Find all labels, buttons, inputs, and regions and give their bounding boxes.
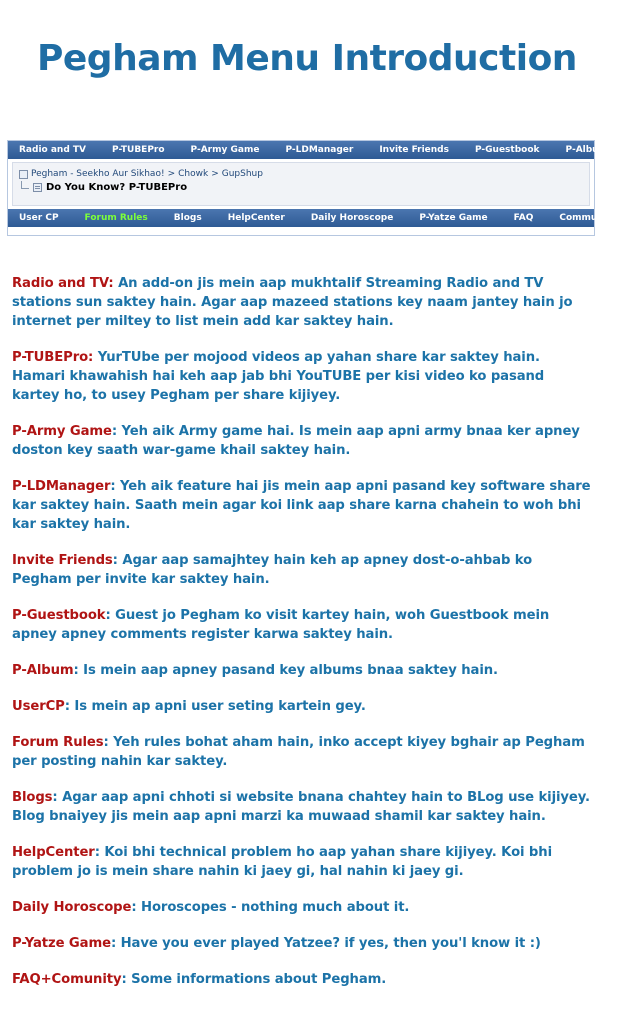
entry-term: Invite Friends	[12, 553, 113, 568]
breadcrumb-home[interactable]: Pegham - Seekho Aur Sikhao!	[31, 169, 165, 179]
forum-screenshot	[7, 140, 626, 236]
entry-text: : Yeh rules bohat aham hain, inko accept kiyey bghair ap Pegham per posting nahin kar saktey.	[12, 735, 585, 769]
nav-p-tubepro[interactable]: P-TUBEPro	[112, 145, 165, 155]
entry-text: : Agar aap apni chhoti si website bnana chahtey hain to BLog use kijiyey. Blog bnaiyey jis mein aap apni marzi ka muwaad shamil kar saktey hain.	[12, 790, 590, 824]
page-title: Pegham Menu Introduction	[37, 38, 577, 79]
entry-text: : Yeh aik feature hai jis mein aap apni pasand key software share kar saktey hain. Saath mein agar koi link aap share karna chahein to woh bhi kar saktey hain.	[12, 479, 591, 532]
breadcrumb-separator: >	[167, 169, 176, 179]
entry-helpcenter	[12, 843, 592, 881]
nav-helpcenter[interactable]: HelpCenter	[227, 213, 285, 223]
entry-term: UserCP	[12, 699, 65, 714]
entry-text: : Is mein aap apney pasand key albums bnaa saktey hain.	[73, 663, 498, 678]
entry-text: : Koi bhi technical problem ho aap yahan share kijiyey. Koi bhi problem jo is mein share nahin ki jaey gi, hal nahin ki jaey gi.	[12, 845, 552, 879]
entry-term: Forum Rules	[12, 735, 104, 750]
entry-text: : Some informations about Pegham.	[121, 972, 387, 987]
entry-text: : Yeh aik Army game hai. Is mein aap apni army bnaa ker apney doston key saath war-game khail saktey hain.	[12, 424, 580, 458]
entry-text: : Horoscopes - nothing much about it.	[131, 900, 410, 915]
entry-term: Radio and TV:	[12, 276, 114, 291]
breadcrumb-separator: >	[211, 169, 219, 179]
nav-p-yatze-game[interactable]: P-Yatze Game	[419, 213, 488, 223]
entry-forum-rules	[12, 733, 592, 771]
nav-blogs[interactable]: Blogs	[173, 213, 202, 223]
entry-p-album	[12, 661, 592, 680]
entry-p-ldmanager	[12, 477, 592, 534]
breadcrumb-gupshup[interactable]: GupShup	[221, 169, 263, 179]
nav-forum-rules[interactable]: Forum Rules	[84, 213, 148, 223]
nav-community[interactable]	[546, 213, 638, 223]
nav-radio-tv[interactable]: Radio and TV	[19, 145, 87, 155]
bottom-navbar	[8, 209, 626, 227]
nav-invite-friends[interactable]: Invite Friends	[379, 145, 449, 155]
nav-p-ldmanager[interactable]: P-LDManager	[285, 145, 354, 155]
entry-radio-tv	[12, 274, 592, 331]
nav-user-cp[interactable]: User CP	[19, 213, 59, 223]
entry-term: P-TUBEPro:	[12, 350, 94, 365]
top-navbar	[8, 141, 608, 159]
entry-term: P-LDManager	[12, 479, 111, 494]
entry-term: P-Guestbook	[12, 608, 106, 623]
document-icon	[33, 183, 42, 192]
entry-term: P-Yatze Game	[12, 936, 111, 951]
entry-p-tubepro	[12, 348, 592, 405]
nav-p-guestbook[interactable]: P-Guestbook	[474, 145, 540, 155]
entry-blogs	[12, 788, 592, 826]
tree-branch-icon	[21, 181, 29, 189]
entry-text: : Have you ever played Yatzee? if yes, then you'l know it :)	[110, 936, 541, 951]
breadcrumb	[12, 162, 590, 206]
entry-invite-friends	[12, 551, 592, 589]
nav-faq[interactable]: FAQ	[513, 213, 534, 223]
breadcrumb-chowk[interactable]: Chowk	[178, 169, 209, 179]
nav-p-album[interactable]: P-Album	[565, 145, 608, 155]
entry-text: YurTUbe per mojood videos ap yahan share kar saktey hain. Hamari khawahish hai keh aap jab bhi YouTUBE per kisi video ko pasand kartey ho, to usey Pegham per share kijiyey.	[12, 350, 545, 403]
nav-p-army-game[interactable]: P-Army Game	[190, 145, 260, 155]
entry-term: Daily Horoscope	[12, 900, 132, 915]
entry-daily-horoscope	[12, 898, 592, 917]
entry-term: HelpCenter	[12, 845, 95, 860]
entry-text: : Agar aap samajhtey hain keh ap apney dost-o-ahbab ko Pegham per invite kar saktey hain.	[12, 553, 533, 587]
entry-term: FAQ+Comunity	[12, 972, 122, 987]
entry-p-army-game	[12, 422, 592, 460]
entry-faq-community	[12, 970, 592, 989]
nav-community-label: Community	[559, 213, 618, 223]
entry-text: An add-on jis mein aap mukhtalif Streaming Radio and TV stations sun saktey hain. Agar aap mazeed stations key naam jantey hain jo internet per miltey to list mein add kar saktey hain.	[12, 276, 573, 329]
entry-text: : Is mein ap apni user seting kartein gey.	[64, 699, 366, 714]
chevron-down-icon: ▼	[619, 213, 626, 222]
entry-p-guestbook	[12, 606, 592, 644]
folder-icon	[19, 170, 28, 179]
menu-descriptions	[12, 274, 592, 1006]
entry-term: P-Album	[12, 663, 74, 678]
entry-text: : Guest jo Pegham ko visit kartey hain, woh Guestbook mein apney apney comments register karwa saktey hain.	[12, 608, 550, 642]
thread-title: Do You Know? P-TUBEPro	[46, 182, 188, 193]
nav-daily-horoscope[interactable]: Daily Horoscope	[310, 213, 394, 223]
entry-p-yatze-game	[12, 934, 592, 953]
entry-term: Blogs	[12, 790, 53, 805]
entry-term: P-Army Game	[12, 424, 112, 439]
entry-usercp	[12, 697, 592, 716]
